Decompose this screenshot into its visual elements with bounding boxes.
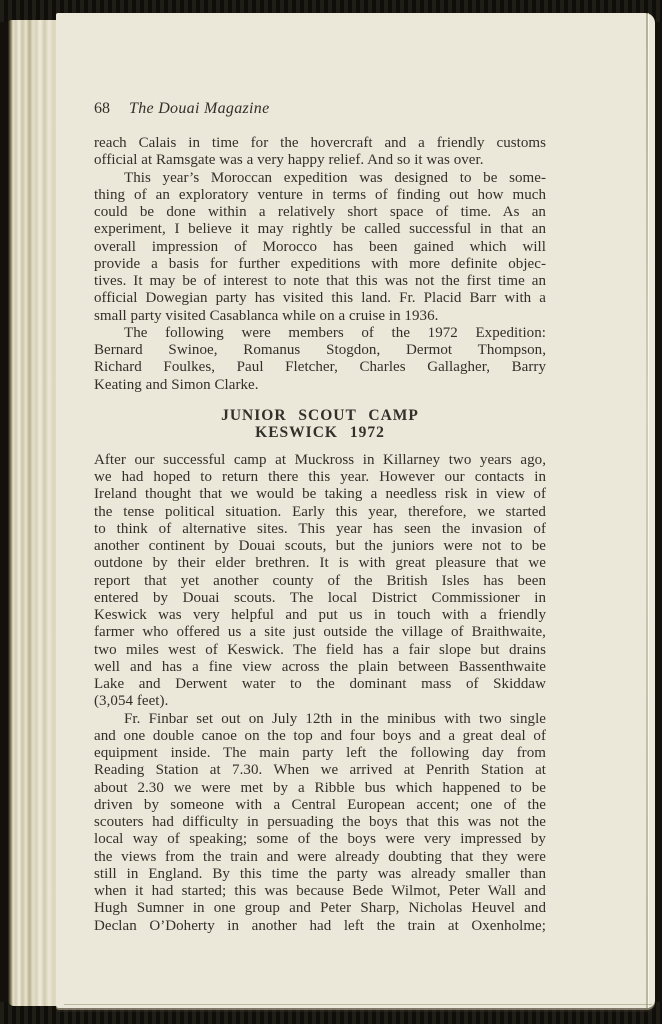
text-line: Hugh Sumner in one group and Peter Sharp, Nicholas Heuvel and <box>94 900 546 917</box>
magazine-title: The Douai Magazine <box>129 100 270 117</box>
text-line: outdone by their elder brethren. It is with great pleasure that we <box>94 555 546 572</box>
text-line: small party visited Casablanca while on a cruise in 1936. <box>94 307 439 324</box>
text-line: another continent by Douai scouts, but the juniors were not to be <box>94 538 546 554</box>
heading-line: JUNIOR SCOUT CAMP <box>221 406 419 424</box>
text-line: the tense political situation. Early this year, therefore, we started <box>94 503 546 520</box>
text-line: Declan O’Doherty in another had left the train at Oxenholme; <box>94 917 546 934</box>
text-line: Richard Foulkes, Paul Fletcher, Charles Gallagher, Barry <box>94 359 546 376</box>
page-crease <box>646 13 648 1008</box>
text-line: The following were members of the 1972 Expedition: <box>124 324 546 341</box>
paragraph <box>94 325 546 394</box>
text-line: when it had started; this was because Bede Wilmot, Peter Wall and <box>94 883 546 899</box>
page-stack-edges <box>8 20 58 1006</box>
page-header <box>94 99 546 119</box>
page-content <box>94 135 546 935</box>
text-line: Keating and Simon Clarke. <box>94 376 259 393</box>
magazine-page <box>56 13 655 1008</box>
text-line: about 2.30 we were met by a Ribble bus which happened to be <box>94 779 546 796</box>
paragraph <box>94 711 546 935</box>
text-line: reach Calais in time for the hovercraft and a friendly customs <box>94 135 546 151</box>
text-line: Fr. Finbar set out on July 12th in the minibus with two single <box>124 710 546 727</box>
text-line: we had hoped to return there this year. However our contacts in <box>94 469 546 485</box>
text-line: Ireland thought that we would be taking a needless risk in view of <box>94 486 546 503</box>
text-line: Reading Station at 7.30. When we arrived at Penrith Station at <box>94 762 546 779</box>
text-line: tives. It may be of interest to note that this was not the first time an <box>94 273 546 289</box>
text-line: provide a basis for further expeditions with more definite objec- <box>94 255 546 272</box>
text-line: could be done within a relatively short space of time. As an <box>94 204 546 220</box>
paragraph <box>94 452 546 711</box>
text-line: report that yet another county of the British Isles has been <box>94 572 546 589</box>
text-line: and one double canoe on the top and four boys and a great deal of <box>94 727 546 744</box>
text-line: the views from the train and were already doubting that they were <box>94 848 546 865</box>
text-line: well and has a fine view across the plain between Bassenthwaite <box>94 658 546 675</box>
text-line: (3,054 feet). <box>94 693 169 710</box>
text-line: overall impression of Morocco has been gained which will <box>94 238 546 255</box>
text-line: Lake and Derwent water to the dominant mass of Skiddaw <box>94 676 546 692</box>
text-line: This year’s Moroccan expedition was designed to be some- <box>124 169 546 186</box>
text-line: entered by Douai scouts. The local District Commissioner in <box>94 589 546 606</box>
text-line: farmer who offered us a site just outside the village of Braithwaite, <box>94 624 546 641</box>
heading-line: KESWICK 1972 <box>255 424 385 442</box>
text-line: two miles west of Keswick. The field has a fair slope but drains <box>94 641 546 658</box>
section-heading <box>94 407 546 442</box>
text-line: to think of alternative sites. This year has seen the invasion of <box>94 520 546 537</box>
text-line: still in England. By this time the party was already smaller than <box>94 865 546 882</box>
text-line: driven by someone with a Central European accent; one of the <box>94 796 546 813</box>
text-line: local way of speaking; some of the boys were very impressed by <box>94 831 546 848</box>
text-line: official at Ramsgate was a very happy relief. And so it was over. <box>94 152 484 169</box>
text-line: experiment, I believe it may rightly be called successful in that an <box>94 221 546 238</box>
text-line: official Dowegian party has visited this land. Fr. Placid Barr with a <box>94 290 546 307</box>
text-area <box>94 99 546 935</box>
text-line: Keswick was very helpful and put us in touch with a friendly <box>94 607 546 623</box>
text-line: After our successful camp at Muckross in Killarney two years ago, <box>94 451 546 468</box>
text-line: equipment inside. The main party left the following day from <box>94 745 546 761</box>
text-line: thing of an exploratory venture in terms of finding out how much <box>94 186 546 203</box>
paragraph <box>94 170 546 325</box>
paragraph <box>94 135 546 170</box>
page-number: 68 <box>94 100 110 117</box>
text-line: scouters had difficulty in persuading the boys that this was not the <box>94 814 546 830</box>
text-line: Bernard Swinoe, Romanus Stogdon, Dermot Thompson, <box>94 342 546 358</box>
